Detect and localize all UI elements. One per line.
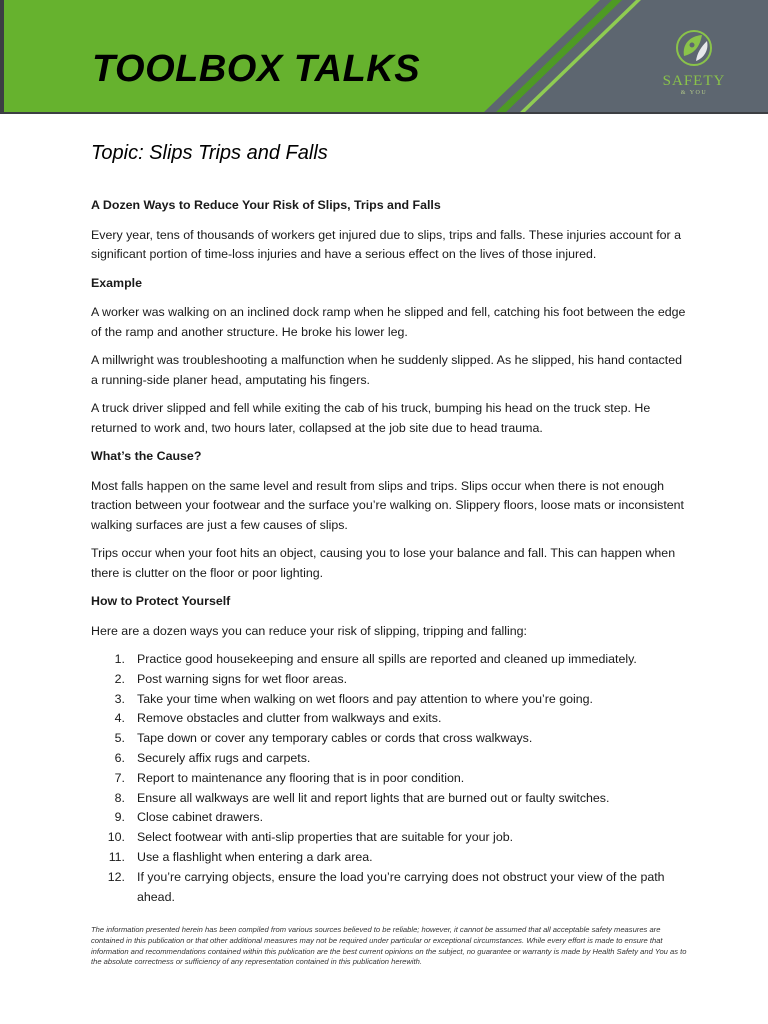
list-text: Post warning signs for wet floor areas. [137, 671, 348, 686]
list-number: 4. [114, 711, 125, 726]
list-number: 7. [114, 770, 125, 785]
protect-paragraph: Here are a dozen ways you can reduce your risk of slipping, tripping and falling: [91, 623, 527, 638]
example-paragraph-2: A millwright was troubleshooting a malfunction when he suddenly slipped. As he slipped, his hand contacted a running-side planer head, amputating his fingers. [91, 353, 682, 387]
list-item [91, 709, 691, 729]
list-number: 8. [114, 790, 125, 805]
cause-paragraph-1: Most falls happen on the same level and result from slips and trips. Slips occur when there is not enough traction between your footwear and the surface you’re walking on. Slippery floors, loose mats or inconsistent walking surfaces are just a few causes of slips. [91, 478, 684, 532]
example-paragraph-3: A truck driver slipped and fell while exiting the cab of his truck, bumping his head on the truck step. He returned to work and, two hours later, collapsed at the job site due to head trauma. [91, 401, 651, 435]
list-text: Tape down or cover any temporary cables or cords that cross walkways. [137, 731, 533, 746]
list-text: Take your time when walking on wet floors and pay attention to where you’re going. [137, 691, 593, 706]
page-heading: TOOLBOX TALKS [92, 48, 421, 90]
list-number: 12. [107, 869, 125, 884]
list-text: Select footwear with anti-slip properties that are suitable for your job. [137, 830, 514, 845]
header-banner [0, 0, 768, 114]
list-text: Practice good housekeeping and ensure all spills are reported and cleaned up immediately. [137, 652, 637, 666]
list-number: 1. [114, 652, 125, 666]
intro-paragraph: Every year, tens of thousands of workers get injured due to slips, trips and falls. These injuries account for a significant portion of time-loss injuries and have a serious effect on the lives of those injured. [91, 227, 682, 261]
example-heading: Example [91, 275, 142, 290]
disclaimer-text: The information presented herein has been compiled from various sources believed to be reliable; however, it cannot be assumed that all acceptable safety measures are contained in this publication or that other additional measures may not be required under particular or exceptional circumstances. While every effort is made to ensure that information and recommendations contained within this publication are the best current opinions on the subject, no guarantee or warranty is made by Health Safety and You as to the absolute correctness or sufficiency of any representation contained in this publication herewith. [91, 925, 687, 967]
list-item [91, 848, 691, 868]
example-paragraph-1: A worker was walking on an inclined dock ramp when he slipped and fell, catching his foot between the edge of the ramp and another structure. He broke his lower leg. [91, 305, 686, 339]
leaf-swirl-icon [652, 28, 736, 76]
list-text: Report to maintenance any flooring that is in poor condition. [137, 770, 465, 785]
list-number: 6. [114, 750, 125, 765]
tips-list [91, 650, 691, 907]
list-number: 11. [108, 849, 125, 864]
list-number: 3. [114, 691, 125, 706]
list-item [91, 828, 691, 848]
topic-title: Topic: Slips Trips and Falls [91, 142, 328, 164]
list-number: 10. [107, 830, 125, 845]
list-text: Use a flashlight when entering a dark area. [137, 849, 373, 864]
list-item [91, 670, 691, 690]
list-text: Securely affix rugs and carpets. [137, 750, 311, 765]
list-item [91, 789, 691, 809]
list-item [91, 868, 691, 908]
list-item [91, 650, 691, 670]
list-item [91, 729, 691, 749]
list-item [91, 769, 691, 789]
cause-heading: What’s the Cause? [91, 449, 202, 463]
list-text: Remove obstacles and clutter from walkways and exits. [137, 711, 442, 726]
list-text: If you’re carrying objects, ensure the load you’re carrying does not obstruct your view of the path ahead. [137, 869, 665, 904]
safety-logo [652, 28, 736, 102]
list-number: 9. [114, 810, 125, 825]
list-item [91, 749, 691, 769]
list-item [91, 690, 691, 710]
list-text: Close cabinet drawers. [137, 810, 264, 825]
protect-heading: How to Protect Yourself [91, 594, 231, 608]
list-number: 5. [114, 731, 125, 746]
logo-tagline: & YOU [680, 90, 708, 96]
logo-wordmark: SAFETY [662, 73, 726, 89]
list-text: Ensure all walkways are well lit and report lights that are burned out or faulty switches. [137, 790, 610, 805]
list-item [91, 808, 691, 828]
intro-heading: A Dozen Ways to Reduce Your Risk of Slips, Trips and Falls [91, 198, 441, 212]
cause-paragraph-2: Trips occur when your foot hits an object, causing you to lose your balance and fall. This can happen when there is clutter on the floor or poor lighting. [91, 546, 676, 580]
list-number: 2. [114, 671, 125, 686]
article-body [91, 196, 691, 907]
